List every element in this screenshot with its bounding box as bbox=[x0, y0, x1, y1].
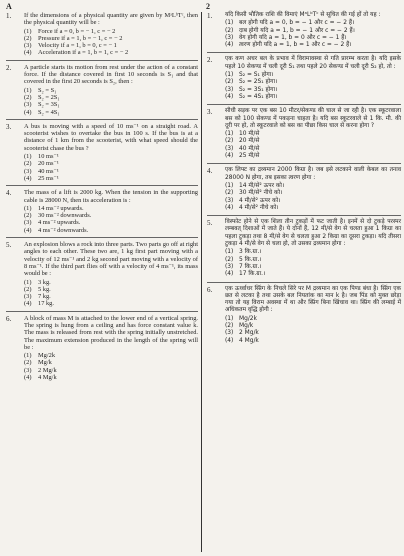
column-divider bbox=[201, 12, 202, 552]
option-text: 4 Mg/k bbox=[239, 337, 259, 344]
option bbox=[24, 109, 198, 116]
option-text: 4 मी/से² ऊपर को। bbox=[239, 197, 281, 204]
question-number: 5. bbox=[6, 241, 12, 250]
option-number: (4) bbox=[225, 93, 234, 100]
option-number: (3) bbox=[24, 101, 32, 109]
option bbox=[225, 249, 401, 256]
option-text: 10 ms⁻¹ bbox=[38, 153, 59, 161]
option-number: (1) bbox=[24, 278, 32, 286]
option-text: 5 kg. bbox=[38, 285, 51, 293]
option bbox=[24, 293, 198, 300]
option-text: 2 Mg/k bbox=[239, 330, 259, 337]
question-text: An explosion blows a rock into three parts. Two parts go off at right angles to each other. These two are, 1 kg first part moving with a velocity of 12 ms⁻¹ and 2 kg second part moving with a velocity of 8 ms⁻¹. If the third part flies off with a velocity of 4 ms⁻¹, its mass would be : bbox=[24, 241, 198, 278]
option bbox=[225, 87, 401, 94]
option bbox=[225, 257, 401, 264]
question-separator bbox=[6, 185, 198, 186]
question-6 bbox=[207, 286, 401, 345]
option bbox=[225, 323, 401, 330]
option bbox=[24, 153, 198, 160]
option bbox=[24, 42, 198, 49]
option-number: (4) bbox=[24, 300, 32, 308]
option-text: 25 मी/से bbox=[239, 153, 260, 160]
hindi-column bbox=[207, 12, 401, 345]
option-number: (3) bbox=[225, 34, 234, 41]
option-number: (3) bbox=[24, 42, 32, 50]
option-number: (2) bbox=[225, 322, 234, 329]
option-number: (4) bbox=[225, 204, 234, 211]
option-text: Acceleration if a = 1, b = 1, c = − 2 bbox=[38, 49, 129, 57]
option-text: 40 मी/से bbox=[239, 145, 260, 152]
option bbox=[225, 338, 401, 345]
question-5 bbox=[6, 241, 198, 308]
option-text: Pressure if a = 1, b = − 1, c = − 2 bbox=[38, 34, 123, 42]
question-separator bbox=[207, 215, 401, 216]
option-text: 5 कि.ग्रा.। bbox=[239, 256, 262, 263]
english-column bbox=[6, 12, 198, 381]
option-number: (4) bbox=[225, 42, 234, 49]
question-number: 4. bbox=[207, 167, 213, 176]
option-text: 25 ms⁻¹ bbox=[38, 174, 59, 182]
option-text: वेग होगी यदि a = 1, b = 0 और c = − 1 हैं। bbox=[239, 34, 347, 41]
question-text: The mass of a lift is 2000 kg. When the tension in the supporting cable is 28000 N, then its acceleration is : bbox=[24, 189, 198, 204]
option bbox=[225, 42, 401, 49]
option bbox=[24, 87, 198, 94]
option-number: (2) bbox=[24, 285, 32, 293]
option-number: (1) bbox=[225, 131, 234, 138]
option-number: (4) bbox=[24, 49, 32, 57]
option-number: (2) bbox=[225, 27, 234, 34]
option-list bbox=[225, 316, 401, 345]
option bbox=[225, 271, 401, 278]
option bbox=[225, 28, 401, 35]
option-number: (1) bbox=[225, 182, 234, 189]
option-text: Force if a = 0, b = − 1, c = − 2 bbox=[38, 27, 116, 35]
option-number: (1) bbox=[24, 27, 32, 35]
option bbox=[24, 300, 198, 307]
option-text: 4 मी/से² नीचे को। bbox=[239, 204, 279, 211]
option-text: 14 मी/से² ऊपर को। bbox=[239, 182, 285, 189]
option-number: (4) bbox=[225, 337, 234, 344]
option-text: S₂ = 4S₁ bbox=[38, 108, 60, 116]
option-text: Mg/k bbox=[38, 359, 52, 367]
option bbox=[24, 175, 198, 182]
option-text: 30 ms⁻² downwards. bbox=[38, 212, 92, 220]
option bbox=[24, 35, 198, 42]
option bbox=[225, 153, 401, 160]
option bbox=[24, 212, 198, 219]
question-text: एक लिफ्ट का द्रव्यमान 2000 किग्रा है। जब इसे लटकाने वाली केबल का तनाव 28000 N होगा, तब इसका त्वरण होगा : bbox=[225, 167, 401, 181]
option bbox=[24, 279, 198, 286]
option-list bbox=[24, 28, 198, 57]
option-text: S₂ = 3S₁ होगा। bbox=[239, 86, 278, 93]
question-1 bbox=[6, 12, 198, 57]
question-separator bbox=[207, 163, 401, 164]
option bbox=[225, 20, 401, 27]
option-list bbox=[225, 183, 401, 212]
option-number: (3) bbox=[225, 197, 234, 204]
option-list bbox=[225, 20, 401, 49]
option-number: (4) bbox=[24, 226, 32, 234]
option-text: 7 kg. bbox=[38, 293, 51, 301]
option-number: (1) bbox=[225, 315, 234, 322]
option-number: (1) bbox=[225, 20, 234, 27]
option-text: दाब होगी यदि a = 1, b = − 1 और c = − 2 हैं। bbox=[239, 27, 355, 34]
question-5 bbox=[207, 219, 401, 278]
option-text: S₂ = 2S₁ होगा। bbox=[239, 79, 278, 86]
option-text: Mg/2k bbox=[38, 352, 56, 360]
option-number: (1) bbox=[225, 249, 234, 256]
question-3 bbox=[207, 108, 401, 160]
option bbox=[225, 330, 401, 337]
option bbox=[225, 198, 401, 205]
option bbox=[225, 205, 401, 212]
option bbox=[24, 359, 198, 366]
option bbox=[225, 146, 401, 153]
option-number: (3) bbox=[225, 145, 234, 152]
option bbox=[225, 94, 401, 101]
question-separator bbox=[207, 52, 401, 53]
question-separator bbox=[207, 104, 401, 105]
question-2 bbox=[207, 56, 401, 101]
question-3 bbox=[6, 123, 198, 182]
option-text: 3 kg. bbox=[38, 278, 51, 286]
option bbox=[24, 219, 198, 226]
option-number: (3) bbox=[24, 219, 32, 227]
question-number: 3. bbox=[6, 122, 12, 131]
option-number: (3) bbox=[225, 86, 234, 93]
question-number: 4. bbox=[6, 189, 12, 198]
question-6 bbox=[6, 315, 198, 382]
page-code: A bbox=[6, 2, 12, 11]
option bbox=[24, 352, 198, 359]
option-text: S₂ = S₁ होगा। bbox=[239, 72, 274, 79]
question-number: 6. bbox=[207, 285, 213, 294]
option-text: S₂ = 3S₁ bbox=[38, 101, 60, 109]
option-text: S₂ = 4S₁ होगा। bbox=[239, 93, 278, 100]
option bbox=[24, 374, 198, 381]
option-text: 17 कि.ग्रा.। bbox=[239, 271, 266, 278]
option-text: 4 Mg/k bbox=[38, 374, 57, 382]
question-2 bbox=[6, 64, 198, 116]
option-number: (2) bbox=[225, 190, 234, 197]
option-number: (1) bbox=[24, 352, 32, 360]
option-text: 4 ms⁻² upwards. bbox=[38, 219, 81, 227]
question-number: 2. bbox=[207, 56, 213, 65]
option-text: 10 मी/से bbox=[239, 131, 260, 138]
option-text: 20 ms⁻¹ bbox=[38, 160, 59, 168]
option-number: (2) bbox=[225, 79, 234, 86]
option-text: Velocity if a = 1, b = 0, c = − 1 bbox=[38, 42, 117, 50]
option-number: (1) bbox=[24, 86, 32, 94]
option-number: (4) bbox=[225, 271, 234, 278]
option-text: 4 ms⁻² downwards. bbox=[38, 226, 89, 234]
option-number: (4) bbox=[225, 153, 234, 160]
option bbox=[24, 168, 198, 175]
option-text: 17 kg. bbox=[38, 300, 54, 308]
option bbox=[24, 367, 198, 374]
option-list bbox=[225, 72, 401, 101]
option bbox=[225, 138, 401, 145]
question-text: A bus is moving with a speed of 10 ms⁻¹ on a straight road. A scooterist wishes to overtake the bus in 100 s. If the bus is at a distance of 1 km from the scooterist, with what speed should the scooterist chase the bus ? bbox=[24, 122, 198, 152]
question-separator bbox=[6, 60, 198, 61]
option-number: (3) bbox=[24, 293, 32, 301]
question-separator bbox=[6, 119, 198, 120]
page-number: 2 bbox=[206, 2, 210, 11]
option bbox=[24, 94, 198, 101]
option-list bbox=[24, 87, 198, 116]
question-separator bbox=[6, 311, 198, 312]
option-number: (2) bbox=[24, 93, 32, 101]
question-number: 1. bbox=[207, 12, 213, 20]
question-number: 1. bbox=[6, 12, 12, 20]
option-text: S₂ = S₁ bbox=[38, 86, 57, 94]
option-number: (2) bbox=[24, 160, 32, 168]
question-separator bbox=[6, 237, 198, 238]
question-text: एक ऊर्ध्वाधर स्प्रिंग के निचले सिरे पर M द्रव्यमान का एक पिण्ड बंधा है। स्प्रिंग एक छत से लटका है तथा उसके बल नियतांक का मान k है। जब पिंड को मुक्त छोड़ा गया तो यह विराम अवस्था में था और स्प्रिंग बिना खिंचाव था। स्प्रिंग की लम्बाई में अधिकतम वृद्धि होगी : bbox=[225, 285, 401, 314]
option-list bbox=[225, 249, 401, 278]
option-text: 14 ms⁻² upwards. bbox=[38, 204, 84, 212]
option bbox=[24, 205, 198, 212]
option-number: (4) bbox=[24, 108, 32, 116]
question-text: A block of mass M is attached to the lower end of a vertical spring. The spring is hung from a ceiling and has force constant value k. The mass is released from rest with the spring initially unstretched. The maximum extension produced in the length of the spring will be : bbox=[24, 314, 198, 351]
option-number: (4) bbox=[24, 174, 32, 182]
option bbox=[24, 227, 198, 234]
question-text: यदि किसी भौतिक राशि की विमाएं MᵃLᵇTᶜ से सूचित की गई हों तो यह : bbox=[225, 12, 381, 18]
option-number: (3) bbox=[24, 366, 32, 374]
option-list bbox=[225, 131, 401, 160]
option-number: (3) bbox=[225, 330, 234, 337]
option-list bbox=[24, 205, 198, 234]
option-text: 40 ms⁻¹ bbox=[38, 167, 59, 175]
option-text: Mg/2k bbox=[239, 315, 257, 322]
question-text: A particle starts its motion from rest under the action of a constant force. If the distance covered in first 10 seconds is S₁ and that covered in the first 20 seconds is S₂, then : bbox=[24, 63, 198, 86]
option-number: (2) bbox=[24, 34, 32, 42]
question-text: If the dimensions of a physical quantity are given by MᵃLᵇTᶜ, then the physical quantity will be : bbox=[24, 12, 198, 27]
option bbox=[24, 160, 198, 167]
option-text: बल होगी यदि a = 0, b = − 1 और c = − 2 हैं। bbox=[239, 20, 355, 27]
question-number: 2. bbox=[6, 63, 12, 72]
option-list bbox=[24, 352, 198, 381]
option-text: 30 मी/से² नीचे को। bbox=[239, 190, 283, 197]
question-1 bbox=[207, 12, 401, 49]
option bbox=[24, 286, 198, 293]
option-text: 2 Mg/k bbox=[38, 366, 57, 374]
option-text: त्वरण होगी यदि a = 1, b = 1 और c = − 2 हैं। bbox=[239, 42, 352, 49]
question-number: 6. bbox=[6, 314, 12, 323]
option-text: 20 मी/से bbox=[239, 138, 260, 145]
option bbox=[24, 49, 198, 56]
option-number: (3) bbox=[225, 263, 234, 270]
option-number: (2) bbox=[225, 138, 234, 145]
option-text: 3 कि.ग्रा.। bbox=[239, 249, 262, 256]
option bbox=[225, 190, 401, 197]
option-number: (4) bbox=[24, 374, 32, 382]
option-number: (2) bbox=[24, 212, 32, 220]
option-list bbox=[24, 153, 198, 182]
question-4 bbox=[6, 189, 198, 234]
question-number: 5. bbox=[207, 219, 213, 228]
option bbox=[225, 316, 401, 323]
question-separator bbox=[207, 282, 401, 283]
question-text: सीधी सड़क पर एक बस 10 मीटर/सेकण्ड की चाल से जा रही है। एक स्कूटरवाला बस को 100 सेकण्ड में पकड़ना चाहता है। यदि बस स्कूटरवाले से 1 कि. मी. की दूरी पर हो, तो स्कूटरवाले को बस का पीछा किस चाल से करना होगा ? bbox=[225, 108, 401, 129]
question-text: एक कण अचर बल के प्रभाव में विरामावस्था से गति प्रारम्भ करता है। यदि इसके पहले 10 सेकण्ड में चली दूरी S₁ तथा पहले 20 सेकण्ड में चली दूरी S₂ हो, तो : bbox=[225, 56, 401, 70]
option-text: 7 कि.ग्रा.। bbox=[239, 263, 262, 270]
option-number: (1) bbox=[24, 153, 32, 161]
option-number: (1) bbox=[225, 72, 234, 79]
question-number: 3. bbox=[207, 108, 213, 117]
question-text: विस्फोट होने से एक शिला तीन टुकड़ों में फट जाती है। इनमें से दो टुकड़े परस्पर लम्बवत् दिशाओं में जाते हैं। ये दोनों हैं, 12 मी/से वेग से चलता हुआ 1 किग्रा का पहला टुकड़ा तथा 8 मी/से वेग से चलता हुआ 2 किग्रा का दूसरा टुकड़ा। यदि तीसरा टुकड़ा 4 मी/से वेग से चला हो, तो उसका द्रव्यमान होगा : bbox=[225, 219, 401, 248]
option-text: S₂ = 2S₁ bbox=[38, 93, 60, 101]
option-number: (3) bbox=[24, 167, 32, 175]
option-number: (1) bbox=[24, 204, 32, 212]
option-number: (2) bbox=[225, 256, 234, 263]
option bbox=[24, 101, 198, 108]
option-list bbox=[24, 279, 198, 308]
question-4 bbox=[207, 167, 401, 212]
option-number: (2) bbox=[24, 359, 32, 367]
option-text: Mg/k bbox=[239, 322, 254, 329]
option bbox=[225, 79, 401, 86]
option bbox=[24, 28, 198, 35]
